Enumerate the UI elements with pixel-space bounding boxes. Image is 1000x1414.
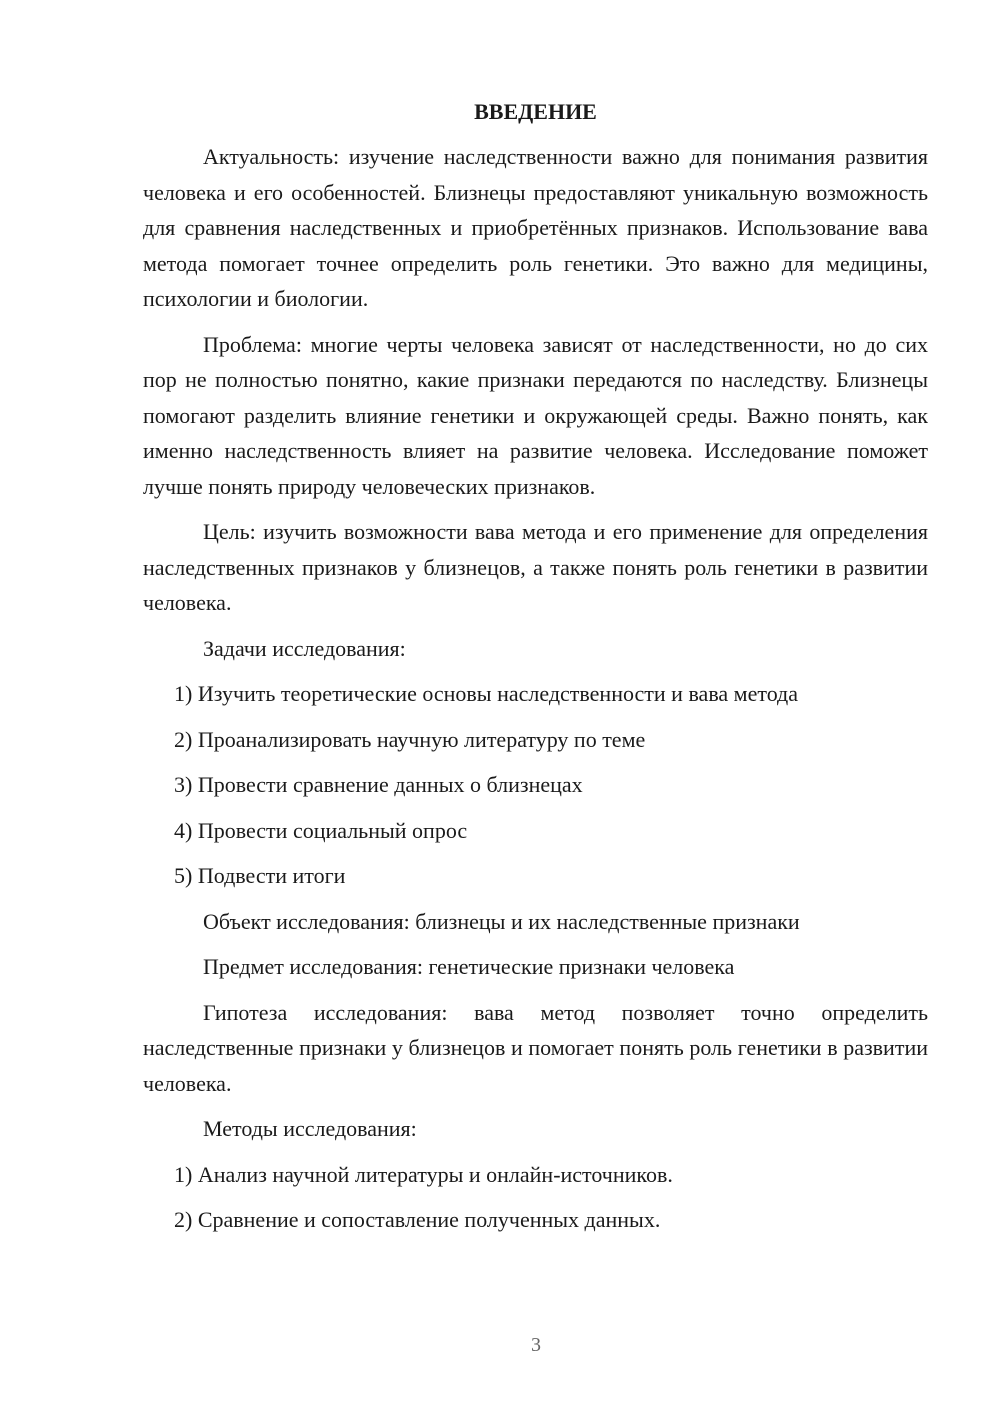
tasks-list (143, 676, 928, 894)
list-item: 4) Провести социальный опрос (174, 817, 468, 843)
list-item: 2) Сравнение и сопоставление полученных данных. (174, 1207, 661, 1232)
page-number: 3 (531, 1334, 541, 1356)
methods-heading: Методы исследования: (203, 1116, 417, 1141)
list-item: 1) Анализ научной литературы и онлайн-источников. (174, 1161, 673, 1187)
tasks-heading: Задачи исследования: (203, 635, 406, 661)
page-content (143, 94, 928, 1248)
section-heading: ВВЕДЕНИЕ (474, 99, 597, 124)
methods-list (143, 1157, 928, 1238)
relevance-paragraph: Актуальность: изучение наследственности важно для понимания развития человека и его особенностей. Близнецы предоставляют уникальную возможность для сравнения наследственных и приобретённых признаков. Использование вава метода помогает точнее определить роль генетики. Это важно для медицины, психологии и биологии. (143, 144, 928, 311)
list-item: 3) Провести сравнение данных о близнецах (174, 772, 583, 797)
problem-paragraph: Проблема: многие черты человека зависят от наследственности, но до сих пор не полностью понятно, какие признаки передаются по наследству. Близнецы помогают разделить влияние генетики и окружающей среды. Важно понять, как именно наследственность влияет на развитие человека. Исследование поможет лучше понять природу человеческих признаков. (143, 331, 928, 499)
research-subject: Предмет исследования: генетические признаки человека (203, 954, 735, 979)
hypothesis-paragraph: Гипотеза исследования: вава метод позволяет точно определить наследственные признаки у близнецов и помогает понять роль генетики в развитии человека. (143, 999, 928, 1096)
list-item: 2) Проанализировать научную литературу по теме (174, 726, 646, 752)
research-object: Объект исследования: близнецы и их наследственные признаки (203, 908, 800, 934)
goal-paragraph: Цель: изучить возможности вава метода и его применение для определения наследственных признаков у близнецов, а также понять роль генетики в развитии человека. (143, 519, 928, 615)
list-item: 1) Изучить теоретические основы наследственности и вава метода (174, 681, 799, 706)
list-item: 5) Подвести итоги (174, 863, 346, 888)
